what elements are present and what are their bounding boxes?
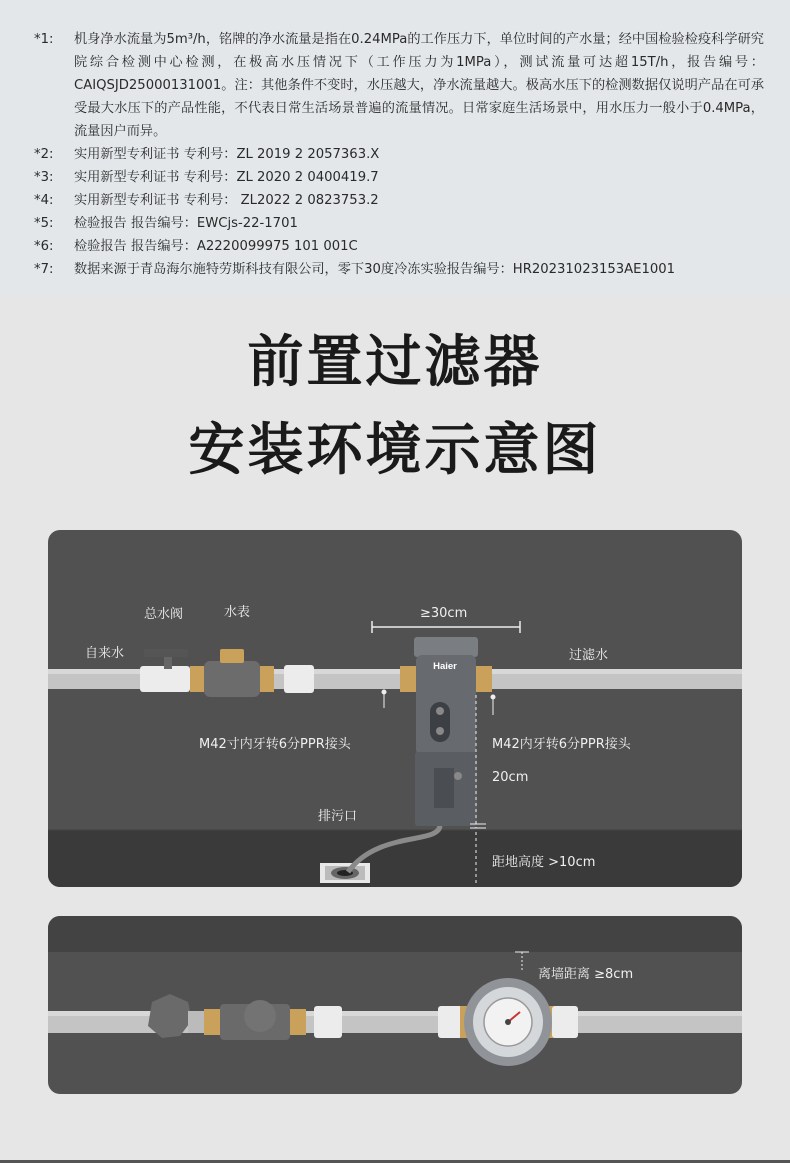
footnote-1 bbox=[0, 28, 790, 143]
footnote-6 bbox=[0, 235, 790, 258]
filtered-water-label: 过滤水 bbox=[569, 648, 609, 663]
footnote-text: 数据来源于青岛海尔施特劳斯科技有限公司，零下30度冷冻实验报告编号：HR20231023153AE1001 bbox=[74, 262, 676, 277]
footnote-text: 实用新型专利证书 专利号：ZL 2019 2 2057363.X bbox=[74, 147, 380, 162]
footnote-2 bbox=[0, 143, 790, 166]
footnote-text: 检验报告 报告编号：A2220099975 101 001C bbox=[74, 239, 358, 254]
installation-diagram-front bbox=[48, 530, 742, 887]
drain-grate-icon bbox=[320, 863, 370, 883]
floor-height-label: 距地高度 >10cm bbox=[492, 855, 596, 870]
installation-diagram-top-graphic bbox=[48, 916, 742, 1094]
footnote-number: *5: bbox=[34, 216, 54, 231]
spacing-label: ≥30cm bbox=[420, 606, 468, 621]
water-meter-icon bbox=[190, 649, 314, 697]
page-title-line2: 安装环境示意图 bbox=[188, 418, 602, 483]
main-valve-icon bbox=[148, 994, 204, 1038]
footnote-number: *4: bbox=[34, 193, 54, 208]
right-adapter-label: M42内牙转6分PPR接头 bbox=[492, 737, 631, 752]
footnote-number: *1: bbox=[34, 32, 54, 47]
footnote-number: *2: bbox=[34, 147, 54, 162]
footnote-text: 机身净水流量为5m³/h，铭牌的净水流量是指在0.24MPa的工作压力下，单位时间的产水量；经中国检验检疫科学研究院综合检测中心检测，在极高水压情况下（工作压力为1MPa），测试流量可达超15T/h，报告编号：CAIQSJD25000131001。注：其他条件不变时，水压越大，净水流量越大。极高水压下的检测数据仅说明产品在可承受最大水压下的产品性能，不代表日常生活场景普遍的流量情况。日常家庭生活场景中，用水压力一般小于0.4MPa，流量因户而异。 bbox=[74, 32, 764, 139]
main-valve-label: 总水阀 bbox=[144, 607, 184, 622]
floor bbox=[48, 830, 742, 887]
footnote-3 bbox=[0, 166, 790, 189]
footnote-5 bbox=[0, 212, 790, 235]
footnote-text: 实用新型专利证书 专利号：ZL 2020 2 0400419.7 bbox=[74, 170, 379, 185]
water-meter-icon bbox=[204, 1000, 342, 1040]
wall-distance-bracket bbox=[515, 952, 529, 972]
footnote-number: *7: bbox=[34, 262, 54, 277]
water-meter-label: 水表 bbox=[224, 605, 251, 620]
main-valve-icon bbox=[140, 649, 190, 692]
wall-distance-label: 离墙距离 ≥8cm bbox=[538, 967, 634, 982]
footnotes-section bbox=[0, 0, 790, 297]
installation-diagram-top bbox=[48, 916, 742, 1094]
spacing-bracket bbox=[372, 621, 520, 633]
footnote-text: 实用新型专利证书 专利号： ZL2022 2 0823753.2 bbox=[74, 193, 379, 208]
drain-label: 排污口 bbox=[318, 809, 358, 824]
page-title-line1: 前置过滤器 bbox=[247, 330, 543, 395]
footnote-7 bbox=[0, 258, 790, 281]
height-label: 20cm bbox=[492, 770, 529, 785]
installation-diagram-front-graphic bbox=[48, 530, 742, 887]
wall bbox=[48, 916, 742, 952]
footnote-number: *3: bbox=[34, 170, 54, 185]
pre-filter-icon bbox=[438, 978, 578, 1066]
left-adapter-label: M42寸内牙转6分PPR接头 bbox=[199, 737, 351, 752]
tap-water-label: 自来水 bbox=[85, 646, 125, 661]
footnote-4 bbox=[0, 189, 790, 212]
brand-logo: Haier bbox=[433, 661, 457, 672]
footnote-text: 检验报告 报告编号：EWCjs-22-1701 bbox=[74, 216, 298, 231]
footnote-number: *6: bbox=[34, 239, 54, 254]
